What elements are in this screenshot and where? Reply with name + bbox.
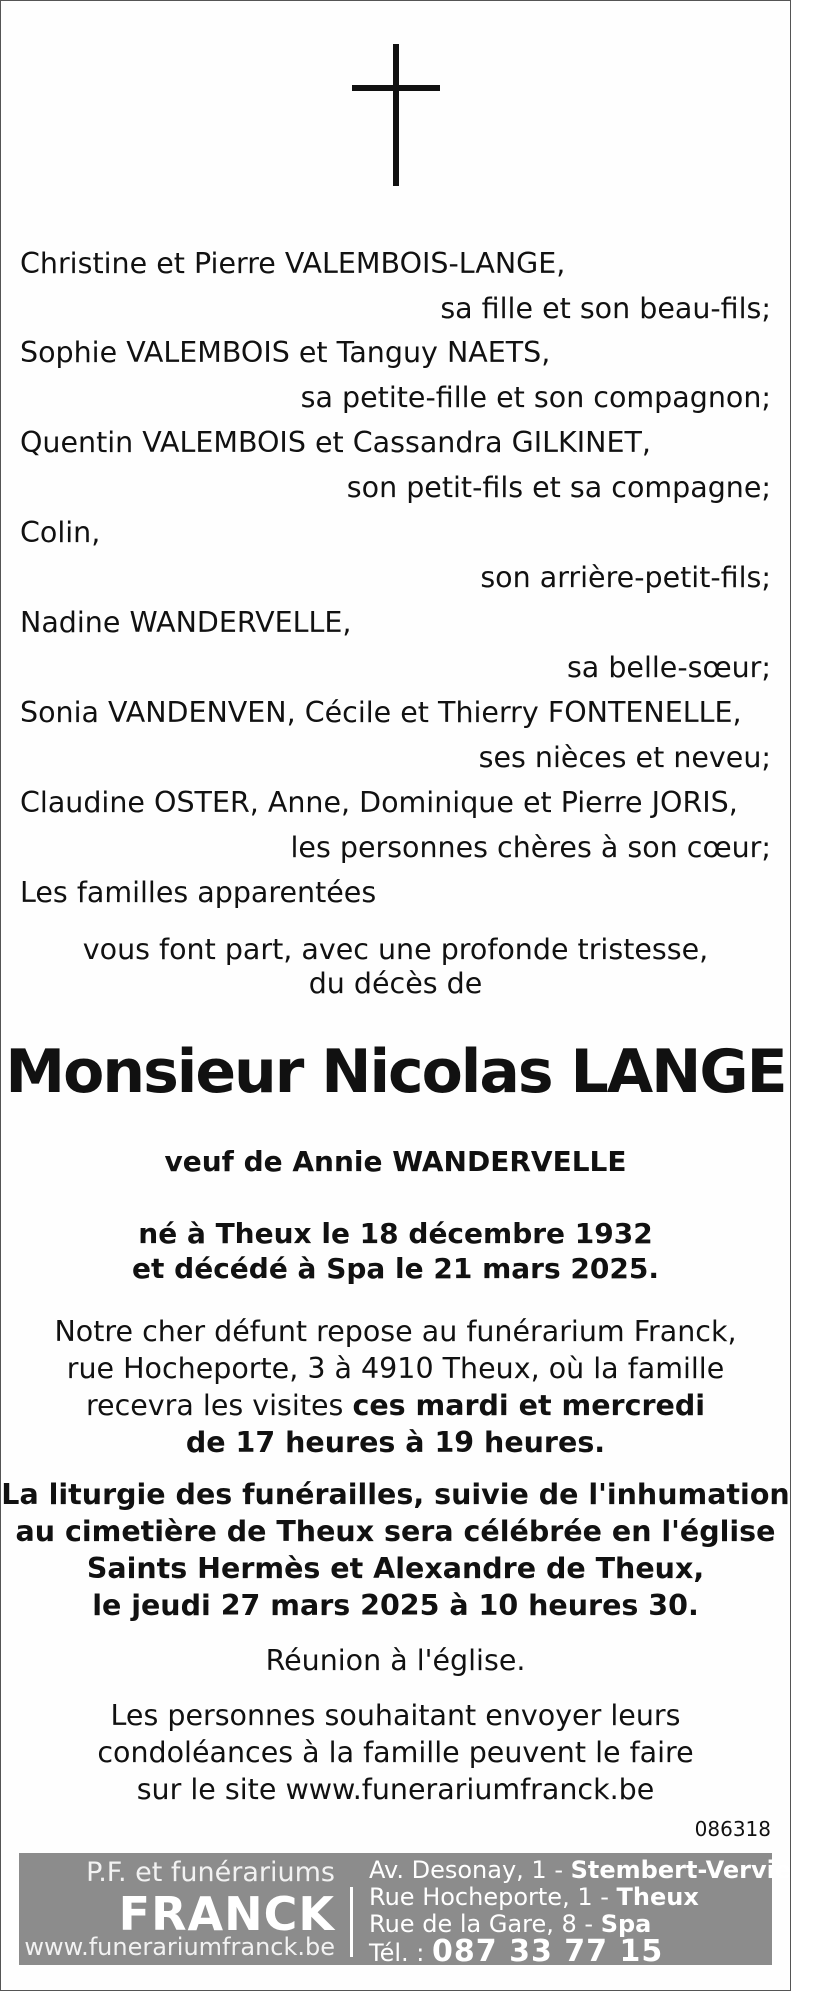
- funeral-home-banner: [19, 1853, 817, 1969]
- funeral-home-logo: [19, 1853, 347, 1965]
- liturgy-line: Saints Hermès et Alexandre de Theux,: [86, 1552, 705, 1585]
- visitation-line: rue Hocheporte, 3 à 4910 Theux, où la famille: [66, 1352, 725, 1385]
- liturgy-line: au cimetière de Theux sera célébrée en l'église: [15, 1515, 776, 1548]
- family-name: Sophie VALEMBOIS et Tanguy NAETS,: [20, 336, 551, 369]
- visitation-line: recevra les visites ces mardi et mercredi: [85, 1389, 706, 1422]
- visitation-hours: de 17 heures à 19 heures.: [185, 1426, 606, 1459]
- funeral-home-brand: FRANCK: [118, 1887, 335, 1941]
- family-relation: les personnes chères à son cœur;: [290, 831, 771, 864]
- funeral-home-addresses: [369, 1857, 817, 1967]
- condolences-line: Les personnes souhaitant envoyer leurs: [110, 1699, 681, 1732]
- family-relation: sa belle-sœur;: [566, 651, 771, 684]
- family-relation: sa fille et son beau-fils;: [440, 292, 771, 325]
- address-line: Av. Desonay, 1 - Stembert-Verviers: [369, 1856, 817, 1884]
- condolences-line: sur le site www.funerariumfranck.be: [136, 1773, 655, 1806]
- family-relation: son arrière-petit-fils;: [480, 561, 771, 594]
- cross-icon: [352, 44, 440, 186]
- death-line: et décédé à Spa le 21 mars 2025.: [132, 1252, 659, 1285]
- deceased-name: Monsieur Nicolas LANGE: [5, 1037, 786, 1107]
- family-name: Nadine WANDERVELLE,: [20, 606, 352, 639]
- family-name: Christine et Pierre VALEMBOIS-LANGE,: [20, 247, 566, 280]
- visitation-line: Notre cher défunt repose au funérarium Franck,: [54, 1315, 737, 1348]
- family-relation: ses nièces et neveu;: [478, 741, 771, 774]
- birth-line: né à Theux le 18 décembre 1932: [138, 1217, 653, 1250]
- meeting-line: Réunion à l'église.: [265, 1644, 526, 1677]
- announce-line: du décès de: [308, 967, 483, 1000]
- liturgy-line: La liturgie des funérailles, suivie de l'inhumation: [1, 1478, 790, 1511]
- widow-line: veuf de Annie WANDERVELLE: [164, 1145, 627, 1178]
- phone-line: Tél. : 087 33 77 15: [369, 1934, 664, 1969]
- family-name: Quentin VALEMBOIS et Cassandra GILKINET,: [20, 426, 651, 459]
- divider: [350, 1887, 353, 1957]
- family-name: Sonia VANDENVEN, Cécile et Thierry FONTENELLE,: [20, 696, 742, 729]
- family-relation: sa petite-fille et son compagnon;: [300, 381, 771, 414]
- address-line: Rue de la Gare, 8 - Spa: [369, 1910, 652, 1938]
- condolences-line: condoléances à la famille peuvent le faire: [97, 1736, 694, 1769]
- announce-line: vous font part, avec une profonde tristesse,: [82, 933, 709, 966]
- funeral-home-website: www.funerariumfranck.be: [24, 1933, 335, 1961]
- reference-number: 086318: [694, 1817, 771, 1841]
- funeral-home-tagline: P.F. et funérariums: [86, 1857, 335, 1888]
- family-name: Claudine OSTER, Anne, Dominique et Pierre JORIS,: [20, 786, 738, 819]
- family-name: Colin,: [20, 516, 101, 549]
- liturgy-line: le jeudi 27 mars 2025 à 10 heures 30.: [92, 1589, 699, 1622]
- address-line: Rue Hocheporte, 1 - Theux: [369, 1883, 699, 1911]
- family-name: Les familles apparentées: [20, 876, 377, 909]
- family-relation: son petit-fils et sa compagne;: [346, 471, 771, 504]
